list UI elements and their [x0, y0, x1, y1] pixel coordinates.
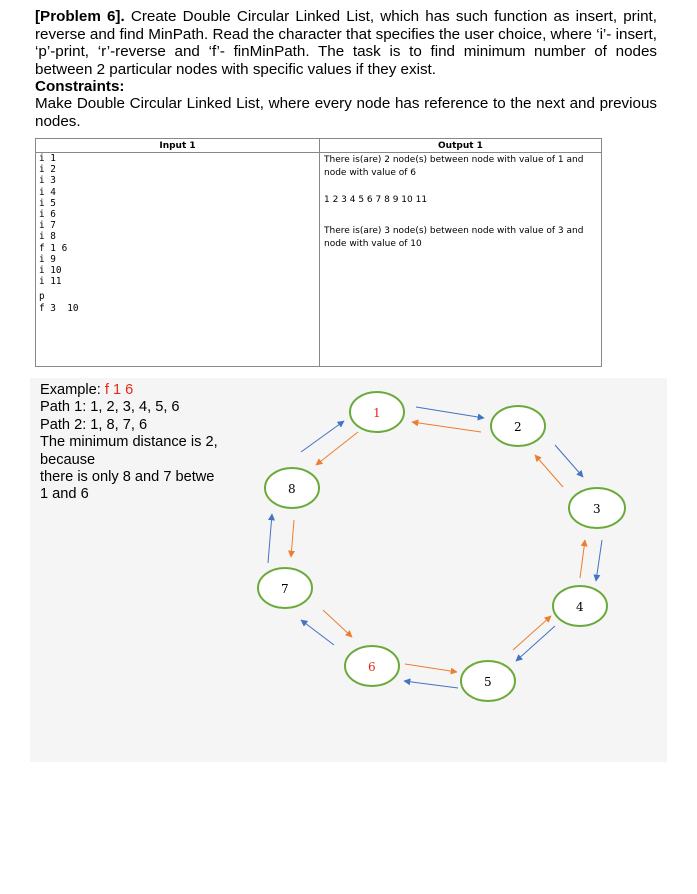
example-path2: Path 2: 1, 8, 7, 6 — [40, 416, 148, 433]
prev-arrow — [412, 422, 481, 432]
example-path1: Path 1: 1, 2, 3, 4, 5, 6 — [40, 399, 180, 416]
node-label: 6 — [368, 660, 376, 674]
input-line: i 9 — [39, 253, 56, 265]
input-line: i 7 — [39, 220, 56, 232]
node-label: 2 — [514, 420, 522, 434]
problem-statement: Create Double Circular Linked List, which has such function as insert, print, reverse and find MinPath. Read the character that specifies the user choice, where ‘i’- insert, ‘p’-print, ‘r’-reverse and ‘f’- finMinPath. The task is to find minimum number of nodes between 2 particular nodes with specific values if they exist. — [35, 8, 657, 78]
next-arrow — [301, 620, 334, 645]
example-label: Example: — [40, 382, 105, 398]
example-line: The minimum distance is 2, — [40, 434, 218, 451]
input-line: f 3 10 — [39, 302, 79, 314]
input-line: i 11 — [39, 276, 62, 288]
list-node — [461, 661, 515, 701]
node-label: 1 — [373, 406, 381, 420]
input-line: i 4 — [39, 186, 56, 198]
prev-arrow — [513, 616, 551, 650]
node-label: 4 — [576, 600, 584, 614]
list-node — [350, 392, 404, 432]
list-node — [345, 646, 399, 686]
input-line: f 1 6 — [39, 242, 68, 254]
prev-arrow — [323, 610, 352, 637]
next-arrow — [596, 540, 602, 581]
next-arrow — [555, 445, 583, 477]
input-line: i 5 — [39, 197, 56, 209]
prev-arrow — [291, 520, 294, 557]
example-line: 1 and 6 — [40, 486, 89, 503]
list-node — [553, 586, 607, 626]
input-line: i 2 — [39, 164, 56, 176]
node-label: 7 — [281, 582, 289, 596]
problem-title: [Problem 6]. — [35, 8, 125, 25]
input-line: p — [39, 291, 45, 303]
output-line: 1 2 3 4 5 6 7 8 9 10 11 — [324, 195, 428, 205]
list-node — [569, 488, 625, 528]
constraints-text: Make Double Circular Linked List, where every node has reference to the next and previous nodes. — [35, 95, 657, 130]
node-label: 3 — [593, 502, 601, 516]
output-line: There is(are) 3 node(s) between node with value of 3 and node with value of 10 — [324, 226, 584, 249]
prev-arrow — [535, 455, 563, 487]
input-line: i 3 — [39, 175, 56, 187]
next-arrow — [268, 514, 272, 563]
example-line: there is only 8 and 7 betwe — [40, 469, 215, 486]
node-label: 8 — [288, 482, 296, 496]
constraints-heading: Constraints: — [35, 78, 125, 96]
output-line: There is(are) 2 node(s) between node with value of 1 and node with value of 6 — [324, 155, 584, 178]
input-line: i 10 — [39, 265, 62, 277]
next-arrow — [516, 626, 555, 661]
next-arrow — [404, 681, 458, 688]
example-command: f 1 6 — [104, 382, 134, 398]
output-header: Output 1 — [320, 139, 602, 153]
list-node — [265, 468, 319, 508]
input-line: i 1 — [39, 153, 56, 164]
list-node — [258, 568, 312, 608]
input-header: Input 1 — [36, 139, 320, 153]
prev-arrow — [405, 664, 457, 672]
input-line: i 6 — [39, 209, 56, 221]
prev-arrow — [580, 540, 585, 578]
list-node — [491, 406, 545, 446]
next-arrow — [301, 421, 344, 452]
next-arrow — [416, 407, 484, 418]
example-line: because — [40, 451, 96, 468]
input-line: i 8 — [39, 231, 56, 243]
node-label: 5 — [484, 675, 492, 689]
